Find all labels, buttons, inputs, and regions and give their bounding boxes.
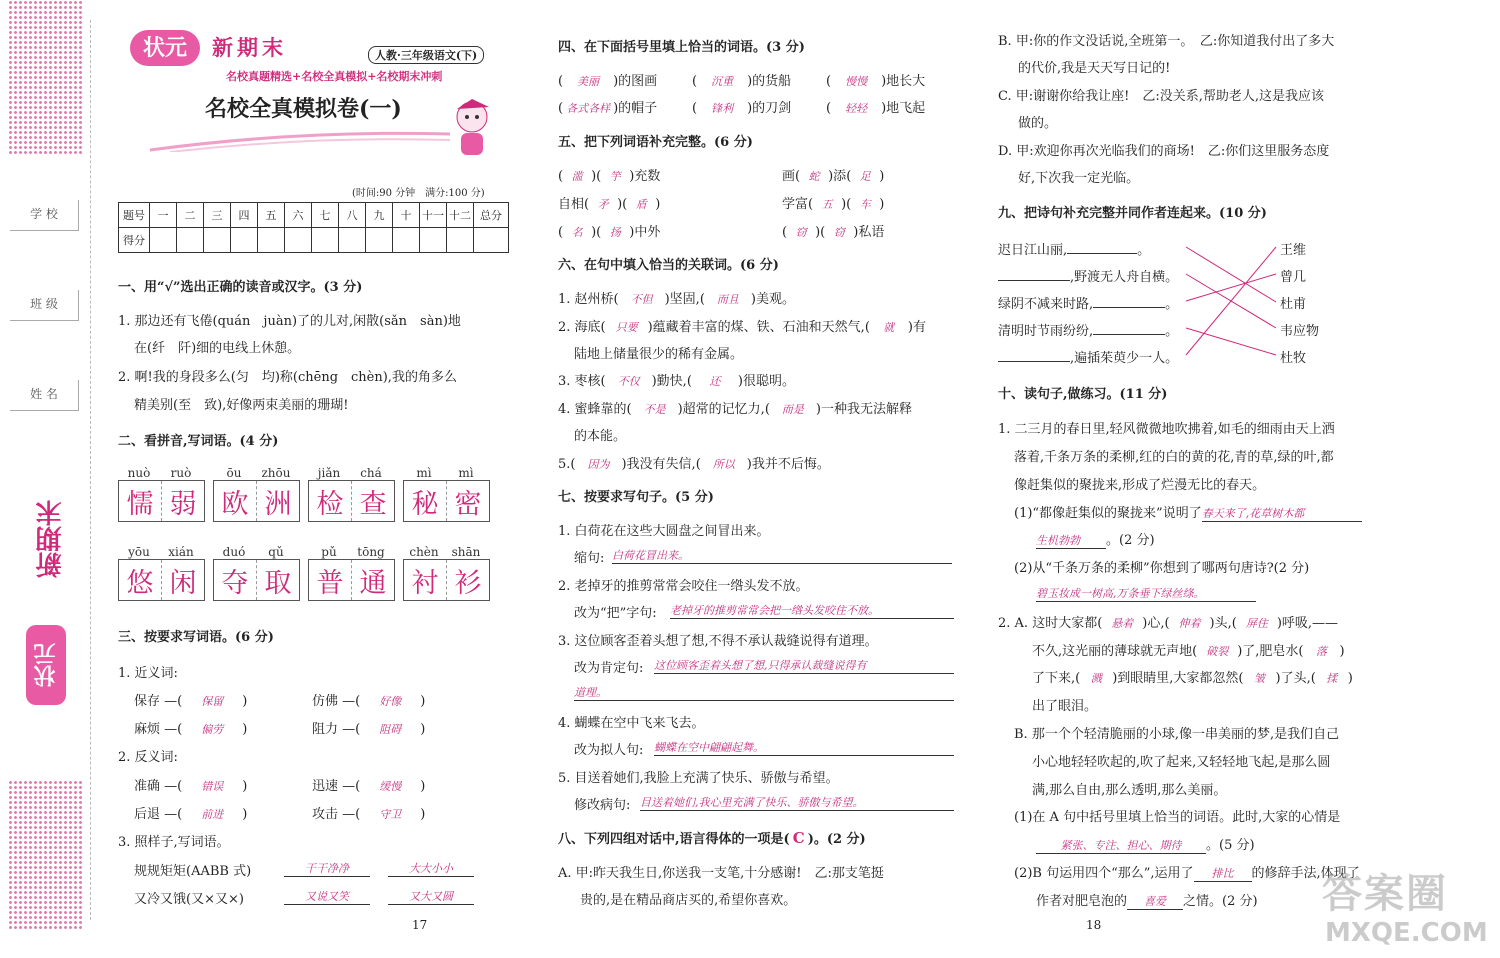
- q8-option-cont: 的代价,我是天天写日记的!: [1018, 61, 1171, 76]
- q4-row: ( 轻轻 )地飞起: [826, 101, 926, 116]
- q7-prompt: 缩句:: [574, 551, 605, 566]
- watermark-url: MXQE.COM: [1325, 918, 1488, 948]
- q10-para: 满,那么自由,那么透明,那么美丽。: [1032, 783, 1227, 798]
- q10-para: 小心地轻轻吹起的,吹了起来,又轻轻地飞起,是那么圆: [1032, 755, 1331, 770]
- page-number-right: 18: [1086, 918, 1102, 932]
- answer[interactable]: 各式各样: [566, 102, 611, 115]
- poem-blank[interactable]: [1093, 307, 1165, 308]
- hanzi-cell[interactable]: 通: [359, 567, 387, 599]
- score-input[interactable]: [339, 228, 366, 253]
- score-cell: 三: [204, 203, 231, 228]
- q4-title: 四、在下面括号里填上恰当的词语。(3 分): [558, 40, 805, 55]
- answer[interactable]: 足: [859, 170, 871, 183]
- q7-title: 七、按要求写句子。(5 分): [558, 490, 714, 505]
- answer[interactable]: 名: [571, 226, 583, 239]
- q3-item: 迅速 —( 缓慢 ): [312, 779, 426, 794]
- pinyin-word: [403, 545, 490, 601]
- q1-line: 精美别(至 致),好像两束美丽的珊瑚!: [134, 398, 349, 413]
- answer[interactable]: 溅: [1090, 672, 1102, 685]
- answer[interactable]: 又说又笑: [284, 888, 370, 905]
- title-swoosh: [150, 130, 450, 152]
- answer[interactable]: 只要: [615, 321, 638, 334]
- score-input[interactable]: [312, 228, 339, 253]
- q10-para: 落着,千条万条的柔柳,红的白的黄的花,青的草,绿的叶,都: [1014, 450, 1334, 465]
- q3-item: 麻烦 —( 偏劳 ): [134, 722, 248, 737]
- answer[interactable]: 好像: [379, 695, 402, 708]
- pinyin-word: [118, 545, 205, 601]
- pinyin: qǔ: [268, 545, 284, 559]
- answer[interactable]: 蝴蝶在空中翩翩起舞。: [654, 739, 954, 756]
- page-number-left: 17: [412, 918, 428, 932]
- class-field[interactable]: 班 级: [10, 290, 79, 321]
- score-input[interactable]: [447, 228, 474, 253]
- score-input[interactable]: [231, 228, 258, 253]
- answer[interactable]: 落: [1316, 645, 1327, 658]
- answer[interactable]: 喜爱: [1127, 893, 1183, 910]
- answer[interactable]: 扬: [609, 226, 621, 239]
- answer[interactable]: 错误: [201, 780, 224, 793]
- answer[interactable]: 道理。: [574, 684, 954, 701]
- match-line: [1186, 247, 1276, 302]
- hanzi-cell[interactable]: 秘: [404, 481, 447, 521]
- score-table-header-row: [119, 203, 509, 228]
- score-cell: 五: [258, 203, 285, 228]
- hanzi-cell[interactable]: 检: [309, 481, 352, 521]
- answer[interactable]: 皱: [1254, 672, 1265, 685]
- hanzi-cell[interactable]: 普: [309, 560, 352, 600]
- answer[interactable]: 阻碍: [379, 723, 402, 736]
- pinyin: xián: [168, 545, 194, 559]
- pinyin: chèn: [409, 545, 439, 559]
- author-item[interactable]: 王维: [1280, 243, 1307, 258]
- answer[interactable]: 美丽: [577, 75, 600, 88]
- hanzi-cell[interactable]: 欧: [214, 481, 257, 521]
- answer[interactable]: 所以: [712, 458, 735, 471]
- answer[interactable]: 春天来了,花草树木都: [1202, 505, 1362, 522]
- author-item[interactable]: 杜牧: [1280, 351, 1307, 366]
- score-input[interactable]: [393, 228, 420, 253]
- q2-grid-row1: [118, 466, 490, 522]
- answer[interactable]: 就: [883, 321, 895, 334]
- poem-line: 清明时节雨纷纷, 。: [998, 324, 1179, 339]
- answer[interactable]: 前进: [201, 808, 224, 821]
- score-input[interactable]: [285, 228, 312, 253]
- answer[interactable]: 不是: [643, 403, 666, 416]
- score-input[interactable]: [366, 228, 393, 253]
- q8-option-cont: 好,下次我一定光临。: [1018, 171, 1140, 186]
- hanzi-cell[interactable]: 取: [264, 567, 292, 599]
- poem-line: ,遍插茱萸少一人。: [998, 347, 1178, 366]
- q3-item: 后退 —( 前进 ): [134, 807, 248, 822]
- answer[interactable]: 窃: [833, 226, 845, 239]
- q8-option[interactable]: C. 甲:谢谢你给我让座! 乙:没关系,帮助老人,这是我应该: [998, 89, 1324, 104]
- q4-row: ( 美丽 )的图画: [558, 74, 658, 89]
- hanzi-cell[interactable]: 查: [359, 488, 387, 520]
- answer[interactable]: 慢慢: [845, 75, 868, 88]
- answer[interactable]: 排比: [1194, 865, 1252, 882]
- q7-prompt: 改为“把”字句:: [574, 606, 657, 621]
- poem-blank[interactable]: [1093, 334, 1165, 335]
- q4-row: ( 各式各样 )的帽子: [558, 101, 658, 116]
- matching-lines: [1180, 240, 1280, 370]
- q8-title: 八、下列四组对话中,语言得体的一项是( C )。(2 分): [558, 829, 866, 847]
- score-row-label: 得分: [119, 228, 150, 253]
- answer[interactable]: 而且: [716, 293, 739, 306]
- pinyin: ruò: [170, 466, 192, 480]
- score-cell: 四: [231, 203, 258, 228]
- q10-sub: (2)B 句运用四个“那么”,运用了 排比 的修辞手法,体现了: [1014, 866, 1360, 881]
- pinyin: shān: [451, 545, 481, 559]
- binding-line: [90, 20, 91, 920]
- author-item[interactable]: 杜甫: [1280, 297, 1307, 312]
- q6-line: 陆地上储量很少的稀有金属。: [574, 347, 744, 362]
- score-cell: 六: [285, 203, 312, 228]
- q8-option-cont: 做的。: [1018, 116, 1058, 131]
- poem-blank[interactable]: [998, 361, 1070, 362]
- q5-item: ( 滥 )( 竽 )充数: [558, 169, 661, 184]
- pinyin: tōng: [357, 545, 385, 559]
- pinyin: pǔ: [321, 545, 337, 559]
- pinyin: chá: [360, 466, 382, 480]
- q5-item: 画( 蛇 )添( 足 ): [782, 169, 885, 184]
- score-cell: 八: [339, 203, 366, 228]
- score-cell: 二: [177, 203, 204, 228]
- q10-title: 十、读句子,做练习。(11 分): [998, 387, 1168, 402]
- score-table: [118, 202, 509, 253]
- q10-sub: 作者对肥皂泡的 喜爱 之情。(2 分): [1036, 894, 1258, 909]
- q7-item: 1. 白荷花在这些大圆盘之间冒出来。: [558, 524, 770, 539]
- q6-line: 的本能。: [574, 429, 627, 444]
- q10-para: B. 那一个个轻清脆丽的小球,像一串美丽的梦,是我们自己: [1014, 727, 1340, 742]
- score-input[interactable]: [150, 228, 177, 253]
- q7-item: 3. 这位顾客歪着头想了想,不得不承认裁缝说得有道理。: [558, 634, 878, 649]
- q6-line: 4. 蜜蜂靠的( 不是 )超常的记忆力,( 而是 )一种我无法解释: [558, 402, 912, 417]
- answer[interactable]: 白荷花冒出来。: [612, 547, 952, 564]
- q3-item: 阻力 —( 阻碍 ): [312, 722, 426, 737]
- answer[interactable]: 锋利: [711, 102, 734, 115]
- q1-line: 1. 那边还有飞倦(quán juàn)了的儿对,闲散(sǎn sàn)地: [118, 314, 461, 329]
- slogan: 名校真题精选+名校全真模拟+名校期末冲刺: [226, 70, 443, 83]
- q7-item: 5. 目送着她们,我脸上充满了快乐、骄傲与希望。: [558, 771, 839, 786]
- answer[interactable]: 碧玉妆成一树高,万条垂下绿丝绦。: [1036, 585, 1256, 602]
- pinyin-word: [308, 466, 395, 522]
- q3-item: 准确 —( 错误 ): [134, 779, 248, 794]
- q2-title: 二、看拼音,写词语。(4 分): [118, 434, 279, 449]
- q8-option[interactable]: A. 甲:昨天我生日,你送我一支笔,十分感谢! 乙:那支笔挺: [558, 866, 884, 881]
- q3-sub: 1. 近义词:: [118, 666, 178, 681]
- hanzi-cell[interactable]: 懦: [119, 481, 162, 521]
- pinyin-word: [213, 466, 300, 522]
- author-item[interactable]: 曾几: [1280, 270, 1307, 285]
- q4-row: ( 锋利 )的刀剑: [692, 101, 792, 116]
- answer[interactable]: 破裂: [1206, 645, 1229, 658]
- answer[interactable]: 矛: [597, 198, 609, 211]
- q2-grid-row2: [118, 545, 490, 601]
- pinyin-word: [308, 545, 395, 601]
- q7-item: 2. 老掉牙的推剪常常会咬住一绺头发不放。: [558, 579, 809, 594]
- hanzi-cell[interactable]: 弱: [169, 488, 197, 520]
- q6-line: 5.( 因为 )我没有失信,( 所以 )我并不后悔。: [558, 457, 830, 472]
- score-cell: 十: [393, 203, 420, 228]
- pinyin: nuò: [127, 466, 151, 480]
- q5-item: ( 名 )( 扬 )中外: [558, 225, 661, 240]
- q5-item: 学富( 五 )( 车 ): [782, 197, 885, 212]
- pinyin-word: [118, 466, 205, 522]
- hanzi-cell[interactable]: 洲: [264, 488, 292, 520]
- answer[interactable]: 悬着: [1111, 617, 1134, 630]
- answer[interactable]: 而是: [781, 403, 804, 416]
- q10-para: 2. A. 这时大家都( 悬着 )心,( 伸着 )头,( 屏住 )呼吸,——: [998, 616, 1339, 631]
- header-logo: 状元: [130, 30, 200, 66]
- answer[interactable]: 揉: [1326, 672, 1338, 685]
- score-table-score-row: [119, 228, 509, 253]
- pinyin-word: [403, 466, 490, 522]
- score-input[interactable]: [204, 228, 231, 253]
- answer[interactable]: 保留: [201, 695, 224, 708]
- q9-title: 九、把诗句补充完整并同作者连起来。(10 分): [998, 206, 1267, 221]
- answer[interactable]: 偏劳: [201, 723, 224, 736]
- q10-sub: (1)在 A 句中括号里填上恰当的词语。此时,大家的心情是: [1014, 810, 1341, 825]
- answer[interactable]: 竽: [609, 170, 621, 183]
- q5-title: 五、把下列词语补充完整。(6 分): [558, 135, 753, 150]
- poem-blank[interactable]: [998, 280, 1070, 281]
- match-line: [1186, 328, 1276, 355]
- score-input[interactable]: [474, 228, 509, 253]
- sidebar-dot-pattern-top: [8, 0, 82, 155]
- pinyin: mì: [416, 466, 432, 480]
- q5-item: 自相( 矛 )( 盾 ): [558, 197, 661, 212]
- pinyin: jiǎn: [317, 466, 341, 480]
- q5-item: ( 窃 )( 窃 )私语: [782, 225, 885, 240]
- score-input[interactable]: [258, 228, 285, 253]
- edition-badge: 人教·三年级语文(下): [368, 46, 484, 64]
- hanzi-cell[interactable]: 夺: [214, 560, 257, 600]
- q10-para: 了下来,( 溅 )到眼睛里,大家都忽然( 皱 )了头,( 揉 ): [1032, 671, 1353, 686]
- answer[interactable]: 车: [859, 198, 871, 211]
- answer[interactable]: 伸着: [1178, 617, 1201, 630]
- q10-para: 像赶集似的聚拢来,形成了烂漫无比的春天。: [1014, 478, 1266, 493]
- q10-sub: (2)从“千条万条的柔柳”你想到了哪两句唐诗?(2 分): [1014, 561, 1310, 576]
- answer[interactable]: 五: [821, 198, 833, 211]
- q3-item: 规规矩矩(AABB 式): [134, 864, 252, 879]
- poem-line: 绿阴不减来时路, 。: [998, 297, 1179, 312]
- score-cell: 题号: [119, 203, 150, 228]
- q10-para: 不久,这光丽的薄球就无声地( 破裂 )了,肥皂水( 落 ): [1032, 644, 1345, 659]
- answer[interactable]: 轻轻: [845, 102, 868, 115]
- score-cell: 十一: [420, 203, 447, 228]
- q10-para: 出了眼泪。: [1032, 699, 1098, 714]
- score-cell: 九: [366, 203, 393, 228]
- poem-line: ,野渡无人舟自横。: [998, 266, 1178, 285]
- q6-title: 六、在句中填入恰当的关联词。(6 分): [558, 258, 779, 273]
- answer[interactable]: 紧张、专注、担心、期待: [1036, 837, 1206, 854]
- answer[interactable]: 守卫: [379, 808, 402, 821]
- q1-line: 在(纤 阡)细的电线上休憩。: [134, 341, 301, 356]
- answer[interactable]: 缓慢: [379, 780, 402, 793]
- page-title: 名校全真模拟卷(一): [205, 96, 402, 122]
- answer[interactable]: 因为: [587, 458, 610, 471]
- answer[interactable]: 生机勃勃: [1036, 532, 1106, 549]
- hanzi-cell[interactable]: 悠: [119, 560, 162, 600]
- q1-line: 2. 啊!我的身段多么(匀 均)称(chēng chèn),我的角多么: [118, 370, 457, 385]
- match-line: [1186, 247, 1276, 355]
- hanzi-cell[interactable]: 衫: [454, 567, 482, 599]
- score-cell: 七: [312, 203, 339, 228]
- q8-option[interactable]: B. 甲:你的作文没话说,全班第一。 乙:你知道我付出了多大: [998, 34, 1335, 49]
- school-field[interactable]: 学 校: [10, 200, 79, 231]
- pinyin: yōu: [128, 545, 150, 559]
- answer[interactable]: 干干净净: [284, 860, 370, 877]
- vertical-brand: 新期末: [36, 500, 66, 578]
- q8-option[interactable]: D. 甲:欢迎你再次光临我们的商场! 乙:你们这里服务态度: [998, 144, 1330, 159]
- vertical-logo: 状元: [26, 625, 66, 705]
- q6-line: 2. 海底( 只要 )蕴藏着丰富的煤、铁、石油和天然气,( 就 )有: [558, 320, 926, 335]
- q3-item: 又冷又饿(又×又×): [134, 892, 244, 907]
- watermark-logo: 答案圈: [1322, 871, 1448, 917]
- q10-para: 1. 二三月的春日里,轻风微微地吹拂着,如毛的细雨由天上洒: [998, 422, 1335, 437]
- poem-line: 迟日江山丽, 。: [998, 243, 1151, 258]
- pinyin: zhōu: [261, 466, 291, 480]
- sidebar-dot-pattern-bottom: [8, 780, 82, 930]
- answer[interactable]: 又大又圆: [388, 888, 474, 905]
- answer[interactable]: 这位顾客歪着头想了想,只得承认裁缝说得有: [654, 657, 954, 674]
- q3-item: 攻击 —( 守卫 ): [312, 807, 426, 822]
- q3-title: 三、按要求写词语。(6 分): [118, 630, 274, 645]
- score-cell: 总分: [474, 203, 509, 228]
- name-field[interactable]: 姓 名: [10, 380, 79, 411]
- q3-item: 保存 —( 保留 ): [134, 694, 248, 709]
- answer[interactable]: 不仅: [617, 375, 640, 388]
- q4-row: ( 慢慢 )地长大: [826, 74, 926, 89]
- answer[interactable]: 沉重: [711, 75, 734, 88]
- answer[interactable]: 屏住: [1245, 617, 1268, 630]
- series-name: 新期末: [212, 35, 287, 60]
- pinyin-word: [213, 545, 300, 601]
- q8-option-cont: 贵的,是在精品商店买的,希望你喜欢。: [580, 893, 797, 908]
- q3-sub: 2. 反义词:: [118, 750, 178, 765]
- q7-prompt: 改为肯定句:: [574, 661, 644, 676]
- score-cell: 一: [150, 203, 177, 228]
- q7-prompt: 修改病句:: [574, 798, 631, 813]
- q10-sub: 生机勃勃 。(2 分): [1036, 533, 1155, 548]
- answer[interactable]: 不但: [630, 293, 653, 306]
- answer[interactable]: 还: [709, 375, 721, 388]
- hanzi-cell[interactable]: 密: [454, 488, 482, 520]
- time-score: (时间:90 分钟 满分:100 分): [352, 188, 485, 199]
- pinyin: mì: [458, 466, 474, 480]
- answer[interactable]: 蛇: [808, 170, 820, 183]
- pinyin: duó: [222, 545, 246, 559]
- answer[interactable]: 滥: [571, 170, 583, 183]
- q7-prompt: 改为拟人句:: [574, 743, 644, 758]
- q6-line: 1. 赵州桥( 不但 )坚固,( 而且 )美观。: [558, 292, 795, 307]
- score-input[interactable]: [420, 228, 447, 253]
- answer[interactable]: 窃: [795, 226, 807, 239]
- hanzi-cell[interactable]: 衬: [404, 560, 447, 600]
- answer[interactable]: 盾: [635, 198, 647, 211]
- mascot-icon: [445, 95, 500, 160]
- q7-item: 4. 蝴蝶在空中飞来飞去。: [558, 716, 705, 731]
- hanzi-cell[interactable]: 闲: [169, 567, 197, 599]
- poem-blank[interactable]: [1067, 253, 1137, 254]
- q10-sub: 紧张、专注、担心、期待 。(5 分): [1036, 834, 1255, 854]
- q1-title: 一、用“√”选出正确的读音或汉字。(3 分): [118, 280, 363, 295]
- answer[interactable]: 大大小小: [388, 860, 474, 877]
- answer[interactable]: C: [792, 829, 805, 847]
- score-input[interactable]: [177, 228, 204, 253]
- answer[interactable]: 老掉牙的推剪常常会把一绺头发咬住不放。: [670, 602, 954, 619]
- pinyin: ōu: [226, 466, 242, 480]
- q3-sub: 3. 照样子,写词语。: [118, 835, 230, 850]
- answer[interactable]: 目送着她们,我心里充满了快乐、骄傲与希望。: [640, 794, 954, 811]
- q3-item: 仿佛 —( 好像 ): [312, 694, 426, 709]
- score-cell: 十二: [447, 203, 474, 228]
- q4-row: ( 沉重 )的货船: [692, 74, 792, 89]
- author-item[interactable]: 韦应物: [1280, 324, 1320, 339]
- q6-line: 3. 枣核( 不仅 )勤快,( 还 )很聪明。: [558, 374, 795, 389]
- q10-sub: (1)“都像赶集似的聚拢来”说明了春天来了,花草树木都: [1014, 502, 1362, 522]
- match-line: [1186, 274, 1276, 301]
